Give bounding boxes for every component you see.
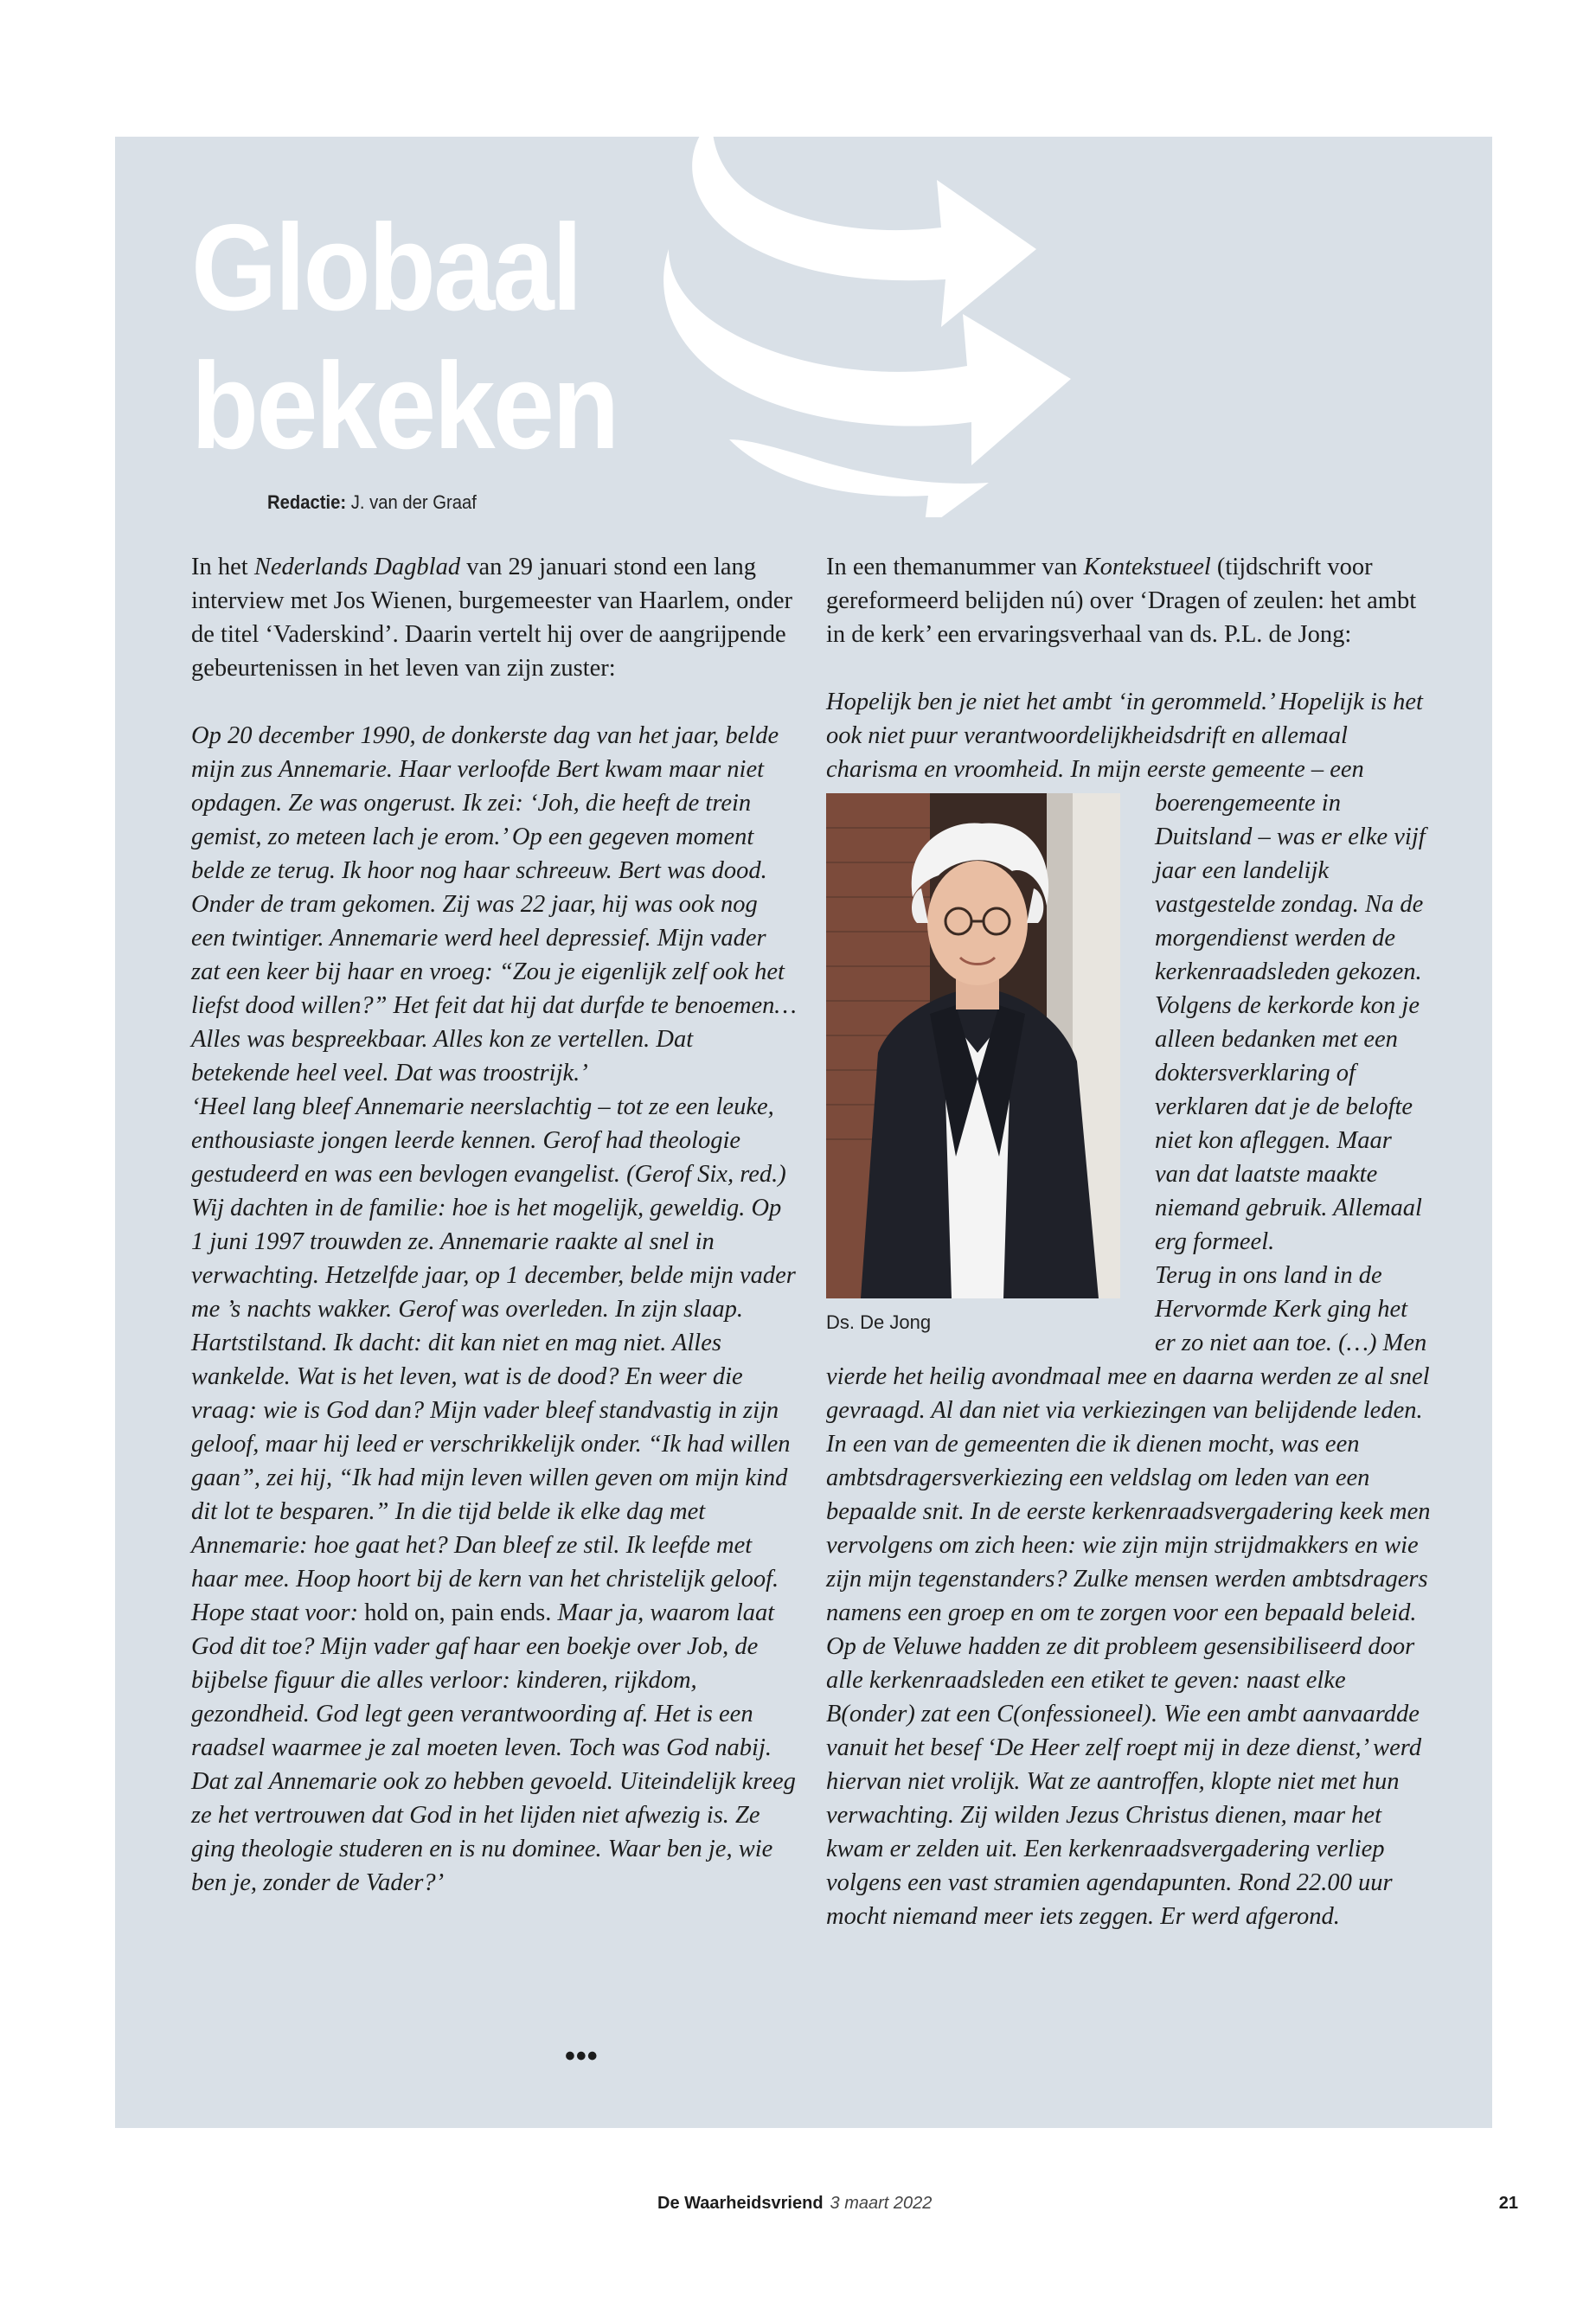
magazine-name: De Waarheidsvriend	[657, 2194, 824, 2213]
editor-name: J. van der Graaf	[350, 491, 477, 513]
left-intro-source: Nederlands Dagblad	[253, 554, 461, 580]
right-column	[826, 550, 1432, 1933]
section-separator: •••	[565, 2040, 599, 2073]
photo-caption: Ds. De Jong	[826, 1311, 932, 1333]
left-column	[191, 550, 797, 1900]
article-panel	[115, 137, 1492, 2128]
page-title	[191, 199, 618, 476]
left-quote-paragraph-1	[191, 719, 797, 1090]
issue-date: 3 maart 2022	[830, 2194, 933, 2213]
right-quote-paragraph-3	[826, 1259, 1432, 1933]
title-line-2: bekeken	[191, 337, 618, 475]
portrait-photo	[826, 793, 1120, 1298]
right-intro-source: Kontekstueel	[1083, 554, 1211, 580]
editor-label: Redactie:	[267, 491, 347, 513]
right-quote-paragraph-1	[826, 685, 1432, 786]
left-quote-2-roman: hold on, pain ends.	[364, 1599, 552, 1626]
left-quote-2: ‘Heel lang bleef Annemarie neerslachtig – tot ze een leuke, enthousiaste jongen leerde kennen. Gerof had theologie gestudeerd en was een bevlogen evangelist. (Gerof Six, red.) Wij dachten in de familie: hoe is het mogelijk, geweldig. Op 1 juni 1997 trouwden ze. Annemarie raakte al snel in verwachting. Hetzelfde jaar, op 1 december, belde mijn vader me ’s nachts wakker. Gerof was overleden. In zijn slaap. Hartstilstand. Ik dacht: dit kan niet en mag niet. Alles wankelde. Wat is het leven, wat is de dood? En weer die vraag: wie is God dan? Mijn vader bleef standvastig in zijn geloof, maar hij leed er verschrikkelijk onder. “Ik had willen gaan”, zei hij, “Ik had mijn leven willen geven om mijn kind dit lot te besparen.” In die tijd belde ik elke dag met Annemarie: hoe gaat het? Dan bleef ze stil. Ik leefde met haar mee. Hoop hoort bij de kern van het christelijk geloof. Hope staat voor:	[191, 1093, 796, 1626]
page-number: 21	[1498, 2194, 1518, 2213]
right-quote-3: Terug in ons land in de Hervormde Kerk ging het er zo niet aan toe. (…) Men vierde het heilig avondmaal mee en daarna werden ze al snel gevraagd. Al dan niet via verkiezingen van belijdende leden. In een van de gemeenten die ik dienen mocht, was een ambtsdragersverkiezing een veldslag om leden van een bepaalde snit. In de eerste kerkenraadsvergadering keek men vervolgens om zich heen: wie zijn mijn strijdmakkers en wie zijn mijn tegenstanders? Zulke mensen werden ambtsdragers namens een groep en om te zorgen voor een bepaald beleid. Op de Veluwe hadden ze dit probleem gesensibiliseerd door alle kerkenraadsleden een etiket te geven: naast elke B(onder) zat een C(onfessioneel). Wie een ambt aanvaardde vanuit het besef ‘De Heer zelf roept mij in deze dienst,’ werd hiervan niet vrolijk. Wat ze aantroffen, klopte niet met hun verwachting. Zij wilden Jezus Christus dienen, maar het kwam er zelden uit. Een kerkenraadsvergadering verliep volgens een vast stramien agendapunten. Rond 22.00 uur mocht niemand meer iets zeggen. Er werd afgerond.	[826, 1262, 1431, 1930]
left-intro-paragraph	[191, 550, 797, 685]
editor-credit	[267, 491, 477, 514]
left-intro-text-2: van 29 januari stond een lang interview met Jos Wienen, burgemeester van Haarlem, onder de titel ‘Vaderskind’. Daarin vertelt hij over de aangrijpende gebeurtenissen in het leven van zijn zuster:	[191, 554, 793, 682]
right-quote-1: Hopelijk ben je niet het ambt ‘in gerommeld.’ Hopelijk is het ook niet puur verantwoordelijkheidsdrift en allemaal charisma en vroomheid. In mijn eerste gemeente – een	[826, 689, 1423, 783]
left-quote-paragraph-2	[191, 1090, 797, 1900]
globe-arrows-graphic	[582, 137, 1188, 517]
left-quote-2-end: Maar ja, waarom laat God dit toe? Mijn vader gaf haar een boekje over Job, de bijbelse figuur die alles verloor: kinderen, rijkdom, gezondheid. God legt geen verantwoording af. Het is een raadsel waarmee je zal moeten leven. Toch was God nabij. Dat zal Annemarie ook zo hebben gevoeld. Uiteindelijk kreeg ze het vertrouwen dat God in het lijden niet afwezig is. Ze ging theologie studeren en is nu dominee. Waar ben je, wie ben je, zonder de Vader?’	[191, 1599, 796, 1896]
right-intro-text-2: (tijdschrift voor gereformeerd belijden nú) over ‘Dragen of zeulen: het ambt in de kerk’ een ervaringsverhaal van ds. P.L. de Jong:	[826, 554, 1417, 648]
right-intro-paragraph	[826, 550, 1432, 651]
right-intro-text-1: In een themanummer van	[826, 554, 1084, 580]
title-line-1: Globaal	[191, 199, 580, 336]
left-quote-1: Op 20 december 1990, de donkerste dag van het jaar, belde mijn zus Annemarie. Haar verloofde Bert kwam maar niet opdagen. Ze was ongerust. Ik zei: ‘Joh, die heeft de trein gemist, zo meteen lach je erom.’ Op een gegeven moment belde ze terug. Ik hoor nog haar schreeuw. Bert was dood. Onder de tram gekomen. Zij was 22 jaar, hij was ook nog een twintiger. Annemarie werd heel depressief. Mijn vader zat een keer bij haar en vroeg: “Zou je eigenlijk zelf ook het liefst dood willen?” Het feit dat hij dat durfde te benoemen… Alles was bespreekbaar. Alles kon ze vertellen. Dat betekende heel veel. Dat was troostrijk.’	[191, 722, 797, 1086]
right-quote-2: boerengemeente in Duitsland – was er elke vijf jaar een landelijk vastgestelde zondag. Na de morgendienst werden de kerkenraadsleden gekozen. Volgens de kerkorde kon je alleen bedanken met een doktersverklaring of verklaren dat je de belofte niet kon afleggen. Maar van dat laatste maakte niemand gebruik. Allemaal erg formeel.	[1155, 790, 1426, 1255]
left-intro-text-1: In het	[191, 554, 254, 580]
portrait-photo-figure	[826, 793, 1120, 1335]
footer-magazine	[657, 2194, 932, 2214]
